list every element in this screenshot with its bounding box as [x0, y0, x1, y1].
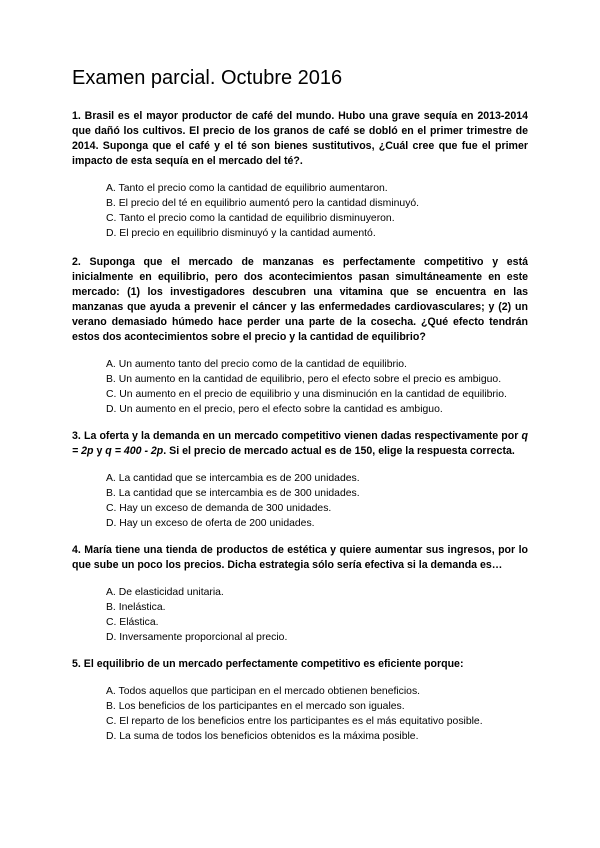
option-d: D. El precio en equilibrio disminuyó y la cantidad aumentó.: [106, 228, 376, 239]
question-text: [72, 429, 528, 459]
question-text: 5. El equilibrio de un mercado perfectamente competitivo es eficiente porque:: [72, 658, 464, 670]
option-list: [72, 181, 528, 241]
option-d: D. Hay un exceso de oferta de 200 unidades.: [106, 518, 315, 529]
question-text: 2. Suponga que el mercado de manzanas es perfectamente competitivo y está inicialmente en equilibrio, pero dos acontecimientos pasan simultáneamente en este mercado: (1) los investigadores descubren una vitamina que se encuentra en las manzanas que ayuda a prevenir el cáncer y las enfermedades cardiovasculares; y (2) un verano demasiado húmedo hace perder una parte de la cosecha. ¿Qué efecto tendrán estos dos acontecimientos sobre el precio y la cantidad de equilibrio?: [72, 256, 528, 343]
option-c: C. Hay un exceso de demanda de 300 unidades.: [106, 503, 332, 514]
question-text: 1. Brasil es el mayor productor de café del mundo. Hubo una grave sequía en 2013-2014 que dañó los cultivos. El precio de los granos de café se dobló en el primer trimestre de 2014. Suponga que el café y el té son bienes sustitutivos, ¿Cuál cree que fue el primer impacto de esta sequía en el mercado del té?.: [72, 110, 528, 167]
question-5: [72, 657, 528, 744]
demand-equation: q = 400 - 2p: [105, 445, 164, 457]
option-list: [72, 357, 528, 417]
exam-page: [72, 66, 528, 754]
option-b: B. Un aumento en la cantidad de equilibrio, pero el efecto sobre el precio es ambiguo.: [106, 374, 502, 385]
option-d: D. Inversamente proporcional al precio.: [106, 632, 288, 643]
option-a: A. Un aumento tanto del precio como de la cantidad de equilibrio.: [106, 359, 407, 370]
option-c: C. Tanto el precio como la cantidad de equilibrio disminuyeron.: [106, 213, 395, 224]
option-c: C. El reparto de los beneficios entre los participantes es el más equitativo posible.: [106, 716, 483, 727]
question-text-part: y: [93, 445, 106, 457]
option-a: A. La cantidad que se intercambia es de 200 unidades.: [106, 473, 360, 484]
option-list: [72, 684, 528, 744]
option-b: B. El precio del té en equilibrio aumentó pero la cantidad disminuyó.: [106, 198, 420, 209]
question-text-part: . Si el precio de mercado actual es de 150, elige la respuesta correcta.: [163, 445, 515, 457]
question-1: [72, 109, 528, 241]
option-a: A. Tanto el precio como la cantidad de equilibrio aumentaron.: [106, 183, 388, 194]
option-c: C. Elástica.: [106, 617, 159, 628]
question-text: 4. María tiene una tienda de productos de estética y quiere aumentar sus ingresos, por lo que sube un poco los precios. Dicha estrategia sólo sería efectiva si la demanda es…: [72, 544, 528, 571]
option-c: C. Un aumento en el precio de equilibrio y una disminución en la cantidad de equilibrio.: [106, 389, 507, 400]
option-b: B. Inelástica.: [106, 602, 166, 613]
option-b: B. La cantidad que se intercambia es de 300 unidades.: [106, 488, 360, 499]
question-3: [72, 429, 528, 531]
option-a: A. De elasticidad unitaria.: [106, 587, 224, 598]
option-list: [72, 585, 528, 645]
question-4: [72, 543, 528, 645]
question-text-part: 3. La oferta y la demanda en un mercado competitivo vienen dadas respectivamente por: [72, 430, 522, 442]
option-a: A. Todos aquellos que participan en el mercado obtienen beneficios.: [106, 686, 421, 697]
option-d: D. Un aumento en el precio, pero el efecto sobre la cantidad es ambiguo.: [106, 404, 443, 415]
option-d: D. La suma de todos los beneficios obtenidos es la máxima posible.: [106, 731, 419, 742]
question-2: [72, 255, 528, 417]
option-list: [72, 471, 528, 531]
supply-equation: q = 2p: [72, 430, 528, 457]
page-title: Examen parcial. Octubre 2016: [72, 67, 343, 89]
option-b: B. Los beneficios de los participantes en el mercado son iguales.: [106, 701, 405, 712]
